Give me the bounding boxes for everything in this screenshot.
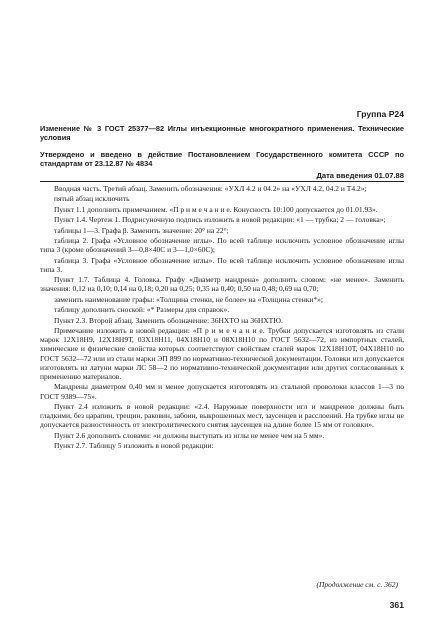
paragraph: Пункт 2.4 изложить в новой редакции: «2.4. Наружные поверхности игл и мандренов должны быть гладкими, без царапин, трещин, раковин, забоин, выкрошенных мест, заусенцев и расслоений. На трубке иглы не допускается разностенность от электролитического снятия заусенцев на длине более 15 мм от головки». — [40, 401, 404, 430]
paragraph: Пункт 2.3. Второй абзац. Заменить обозначение: 36НХТО на 36НХТЮ. — [54, 315, 283, 325]
paragraph: Мандрены диаметром 0,40 мм и менее допускается изготовлять из стальной проволоки классов 1—3 по ГОСТ 9389—75». — [40, 382, 404, 401]
amendment-title: Изменение № 3 ГОСТ 25377—82 Иглы инъекционные многократного применения. Технические условия — [40, 124, 404, 142]
paragraph: Пункт 1.1 дополнить примечанием. «П р и м е ч а н и е. Конусность 10:100 допускается до 01.01.93». — [54, 204, 378, 214]
group-code: Группа Р24 — [356, 109, 404, 119]
effective-date: Дата введения 01.07.88 — [316, 171, 404, 180]
amendment-body — [40, 184, 404, 451]
approval-statement: Утверждено и введено в действие Постановлением Государственного комитета СССР по стандартам от 23.12.87 № 4834 — [40, 150, 404, 168]
continuation-note: (Продолжение см. с. 362) — [316, 580, 398, 589]
paragraph: таблица 3. Графа «Условное обозначение иглы». По всей таблице исключить условное обозначение иглы типа 3. — [40, 255, 404, 274]
paragraph: Пункт 2.7. Таблицу 5 изложить в новой редакции: — [54, 441, 214, 451]
paragraph: таблица 2. Графа «Условное обозначение иглы». По всей таблице исключить условное обозначение иглы типа 3 (кроме обозначений 3—0,8×40С и 3—1,0×60С); — [40, 235, 404, 255]
paragraph: таблицу дополнить сноской: «* Размеры для справок». — [54, 305, 230, 315]
page-number: 361 — [389, 600, 404, 610]
header-rule — [40, 181, 404, 182]
paragraph: заменить наименование графы: «Толщина стенки, не более» на «Толщина стенки*»; — [54, 294, 323, 304]
paragraph: Пункт 1.4. Чертеж 1. Подрисуночную подпись изложить в новой редакции: «1 — трубка; 2 — головка»; — [54, 215, 386, 225]
paragraph: таблицы 1—3. Графа β. Заменить значение: 20° на 22°; — [54, 225, 229, 235]
paragraph: Пункт 1.7. Таблица 4. Головка. Графу «Диаметр мандрена» дополнить словом: «не менее». Заменить значения: 0,12 на 0,10; 0,14 на 0,18; 0,20 на 0,25; 0,35 на 0,40; 0,50 на 0,48; 0,69 на 0,70; — [40, 275, 404, 294]
paragraph: Примечание изложить в новой редакции: «П р и м е ч а н и е. Трубки допускается изготовлять из стали марок 12Х18Н9, 12Х18Н9Т, 03Х18Н11, 04Х18Н10 и 08Х18Н10 по ГОСТ 5632—72, из импортных сталей, химические и физические свойства которых соответствуют свойствам сталей марок 12Х18Н10Т, 04Х18Н10 по ГОСТ 5632—72 или из стали марки ЭП 899 по нормативно-технической документации. Головки игл допускается изготовлять из латуни марки ЛС 58—2 по нормативно-технической документации или других согласованных к применению материалов. — [40, 325, 404, 381]
paragraph: Вводная часть. Третий абзац. Заменить обозначения: «УХЛ 4.2 и 04.2» на «УХЛ 4.2, 04.2 и Т4.2»; — [54, 184, 367, 193]
paragraph: Пункт 2.6 дополнить словами: «и должны выступать из иглы не менее чем на 5 мм». — [54, 430, 325, 440]
paragraph: пятый абзац исключить — [54, 194, 130, 204]
